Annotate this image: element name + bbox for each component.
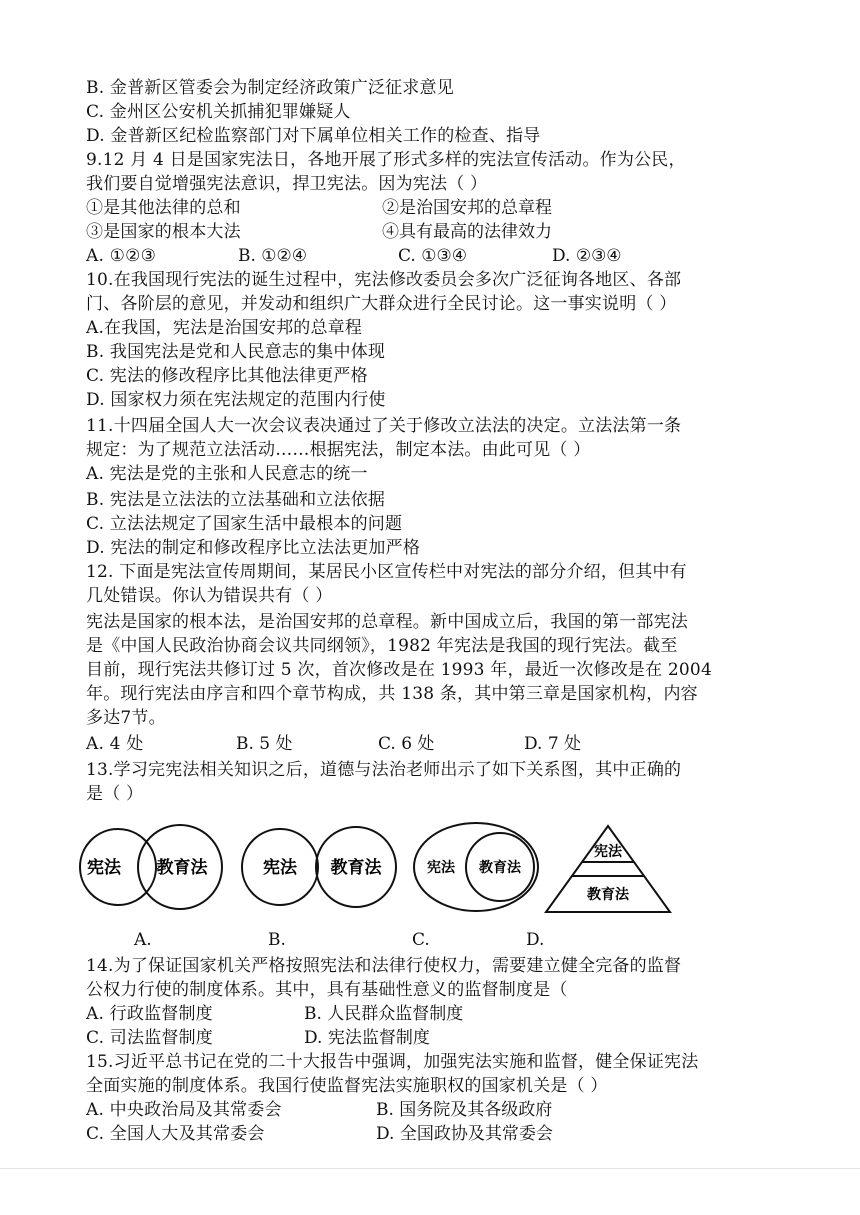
q8-option-d: D. 金普新区纪检监察部门对下属单位相关工作的检查、指导 xyxy=(86,126,541,146)
q9-stem-line2: 我们要自觉增强宪法意识，捍卫宪法。因为宪法（ ） xyxy=(86,174,488,194)
q14-option-b: B. 人民群众监督制度 xyxy=(304,1004,464,1024)
q11-option-c: C. 立法法规定了国家生活中最根本的问题 xyxy=(86,514,403,534)
q12-passage-line2: 是《中国人民政治协商会议共同纲领》，1982 年宪法是我国的现行宪法。截至 xyxy=(86,636,678,656)
q13-label-d: D. xyxy=(526,930,545,950)
q12-answer-c: C. 6 处 xyxy=(378,734,435,754)
q14-stem-line1: 14.为了保证国家机关严格按照宪法和法律行使权力，需要建立健全完备的监督 xyxy=(86,956,682,976)
q15-option-a: A. 中央政治局及其常委会 xyxy=(86,1100,282,1120)
diagram-d xyxy=(546,826,670,912)
diagram-a-right-label: 教育法 xyxy=(156,858,208,878)
q10-stem-line2: 门、各阶层的意见，并发动和组织广大群众进行全民讨论。这一事实说明（ ） xyxy=(86,294,677,314)
q10-option-a: A.在我国，宪法是治国安邦的总章程 xyxy=(86,318,363,338)
q8-option-b: B. 金普新区管委会为制定经济政策广泛征求意见 xyxy=(86,78,454,98)
q13-label-a: A. xyxy=(134,930,152,950)
q11-stem-line2: 规定：为了规范立法活动……根据宪法，制定本法。由此可见（ ） xyxy=(86,440,591,460)
diagram-b xyxy=(242,827,396,907)
q9-statement-2: ②是治国安邦的总章程 xyxy=(382,198,552,218)
q12-stem-line2: 几处错误。你认为错误共有（ ） xyxy=(86,586,333,606)
q12-passage-line1: 宪法是国家的根本法，是治国安邦的总章程。新中国成立后，我国的第一部宪法 xyxy=(86,612,688,632)
q15-option-b: B. 国务院及其各级政府 xyxy=(376,1100,553,1120)
q10-option-d: D. 国家权力须在宪法规定的范围内行使 xyxy=(86,390,386,410)
q15-stem-line2: 全面实施的制度体系。我国行使监督宪法实施职权的国家机关是（ ） xyxy=(86,1076,608,1096)
q14-option-d: D. 宪法监督制度 xyxy=(304,1028,430,1048)
q15-option-d: D. 全国政协及其常委会 xyxy=(376,1124,553,1144)
q9-statement-3: ③是国家的根本大法 xyxy=(86,222,241,242)
q9-answer-b: B. ①②④ xyxy=(238,246,308,266)
q10-stem-line1: 10.在我国现行宪法的诞生过程中，宪法修改委员会多次广泛征询各地区、各部 xyxy=(86,270,682,290)
q9-stem-line1: 9.12 月 4 日是国家宪法日，各地开展了形式多样的宪法宣传活动。作为公民， xyxy=(86,150,686,170)
q14-option-a: A. 行政监督制度 xyxy=(86,1004,213,1024)
q8-option-c: C. 金州区公安机关抓捕犯罪嫌疑人 xyxy=(86,102,351,122)
q11-stem-line1: 11.十四届全国人大一次会议表决通过了关于修改立法法的决定。立法法第一条 xyxy=(86,416,682,436)
diagram-a-left-label: 宪法 xyxy=(87,858,121,878)
diagram-a xyxy=(80,825,222,909)
q12-stem-line1: 12. 下面是宪法宣传周期间，某居民小区宣传栏中对宪法的部分介绍，但其中有 xyxy=(86,562,687,582)
q9-statement-4: ④具有最高的法律效力 xyxy=(382,222,552,242)
q13-diagrams-svg xyxy=(80,808,680,948)
q12-answer-a: A. 4 处 xyxy=(86,734,144,754)
diagram-d-top-label: 宪法 xyxy=(594,844,622,860)
q10-option-c: C. 宪法的修改程序比其他法律更严格 xyxy=(86,366,368,386)
q12-passage-line5: 多达7节。 xyxy=(86,708,166,728)
q15-option-c: C. 全国人大及其常委会 xyxy=(86,1124,265,1144)
q11-option-a: A. 宪法是党的主张和人民意志的统一 xyxy=(86,464,368,484)
q12-passage-line3: 目前，现行宪法共修订过 5 次，首次修改是在 1993 年，最近一次修改是在 2004 xyxy=(86,660,712,680)
diagram-d-bottom-label: 教育法 xyxy=(587,887,629,903)
q12-passage-line4: 年。现行宪法由序言和四个章节构成，共 138 条，其中第三章是国家机构，内容 xyxy=(86,684,698,704)
diagram-b-left-label: 宪法 xyxy=(263,858,297,878)
q9-answer-c: C. ①③④ xyxy=(398,246,467,266)
q12-answer-d: D. 7 处 xyxy=(524,734,582,754)
q9-answer-a: A. ①②③ xyxy=(86,246,157,266)
q12-answer-b: B. 5 处 xyxy=(236,734,293,754)
q13-stem-line1: 13.学习完宪法相关知识之后，道德与法治老师出示了如下关系图，其中正确的 xyxy=(86,760,682,780)
page-bottom-divider xyxy=(0,1168,860,1169)
diagram-c-outer-label: 宪法 xyxy=(427,860,455,876)
q13-label-b: B. xyxy=(268,930,286,950)
diagram-b-right-label: 教育法 xyxy=(330,858,382,878)
q9-answer-d: D. ②③④ xyxy=(552,246,622,266)
q14-stem-line2: 公权力行使的制度体系。其中，具有基础性意义的监督制度是（ xyxy=(86,980,568,1000)
q9-statement-1: ①是其他法律的总和 xyxy=(86,198,241,218)
q13-stem-line2: 是（ ） xyxy=(86,784,144,804)
q14-option-c: C. 司法监督制度 xyxy=(86,1028,214,1048)
diagram-c-inner-label: 教育法 xyxy=(479,860,521,876)
q13-relationship-diagrams xyxy=(80,808,680,948)
diagram-c xyxy=(414,823,538,911)
q11-option-b: B. 宪法是立法法的立法基础和立法依据 xyxy=(86,490,386,510)
q10-option-b: B. 我国宪法是党和人民意志的集中体现 xyxy=(86,342,386,362)
q13-label-c: C. xyxy=(412,930,430,950)
q11-option-d: D. 宪法的制定和修改程序比立法法更加严格 xyxy=(86,538,421,558)
q15-stem-line1: 15.习近平总书记在党的二十大报告中强调，加强宪法实施和监督，健全保证宪法 xyxy=(86,1052,699,1072)
